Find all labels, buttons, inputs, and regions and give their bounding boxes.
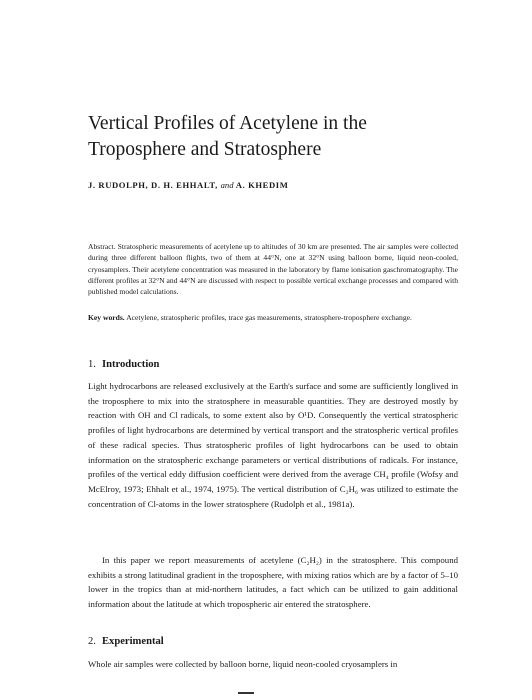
paragraph: In this paper we report measurements of acetylene (C₂H₂) in the stratosphere. This compound exhibits a strong latitudinal gradient in the troposphere, with mixing ratios which are by a factor of 5–10 lower in the tropics than at mid-northern latitudes, a fact which can be utilized to gain additional information about the latitude at which tropospheric air entered the stratosphere. [88,555,458,610]
section-heading-introduction [88,359,159,370]
abstract [88,241,458,297]
abstract-label: Abstract. [88,242,116,251]
author-line [88,180,288,190]
paragraph: Whole air samples were collected by balloon borne, liquid neon-cooled cryosamplers in [88,659,398,669]
section-title: Experimental [101,636,164,647]
author-conjunction: and [220,180,234,190]
page-footer-mark [238,692,254,694]
section-number: 1. [88,359,96,370]
abstract-text: Stratospheric measurements of acetylene up to altitudes of 30 km are presented. The air samples were collected during three different balloon flights, two of them at 44°N, one at 32°N using balloon borne, liquid neon-cooled, cryosamplers. Their acetylene concentration was measured in the laboratory by flame ionisation gaschromatography. The different profiles at 32°N and 44°N are discussed with respect to possible vertical exchange processes and compared with published model calculations. [88,242,458,297]
keywords [88,312,458,323]
author-names: J. RUDOLPH, D. H. EHHALT, [88,180,218,190]
section-number: 2. [88,636,96,647]
section-heading-experimental [88,636,164,647]
author-last: A. KHEDIM [235,180,289,190]
paragraph: Light hydrocarbons are released exclusively at the Earth's surface and some are sufficiently longlived in the troposphere to mix into the stratosphere in measurable quantities. They are destroyed mostly by reaction with OH and Cl radicals, to some extent also by O¹D. Consequently the vertical stratospheric profiles of light hydrocarbons are determined by vertical transport and the stratospheric vertical profiles of these radical species. Thus stratospheric profiles of light hydrocarbons can be used to obtain information on the stratospheric exchange parameters or vertical distributions of radicals. For instance, profiles of the vertical eddy diffusion coefficient were derived from the average CH₄ profile (Wofsy and McElroy, 1973; Ehhalt et al., 1974, 1975). The vertical distribution of C₂H₆ was utilized to estimate the concentration of Cl-atoms in the lower stratosphere (Rudolph et al., 1981a). [88,381,458,509]
keywords-label: Key words. [88,313,125,322]
section-title: Introduction [101,359,160,370]
keywords-text: Acetylene, stratospheric profiles, trace gas measurements, stratosphere-troposphere exchange. [126,313,412,322]
paper-title: Vertical Profiles of Acetylene in the Troposphere and Stratosphere [88,113,367,160]
